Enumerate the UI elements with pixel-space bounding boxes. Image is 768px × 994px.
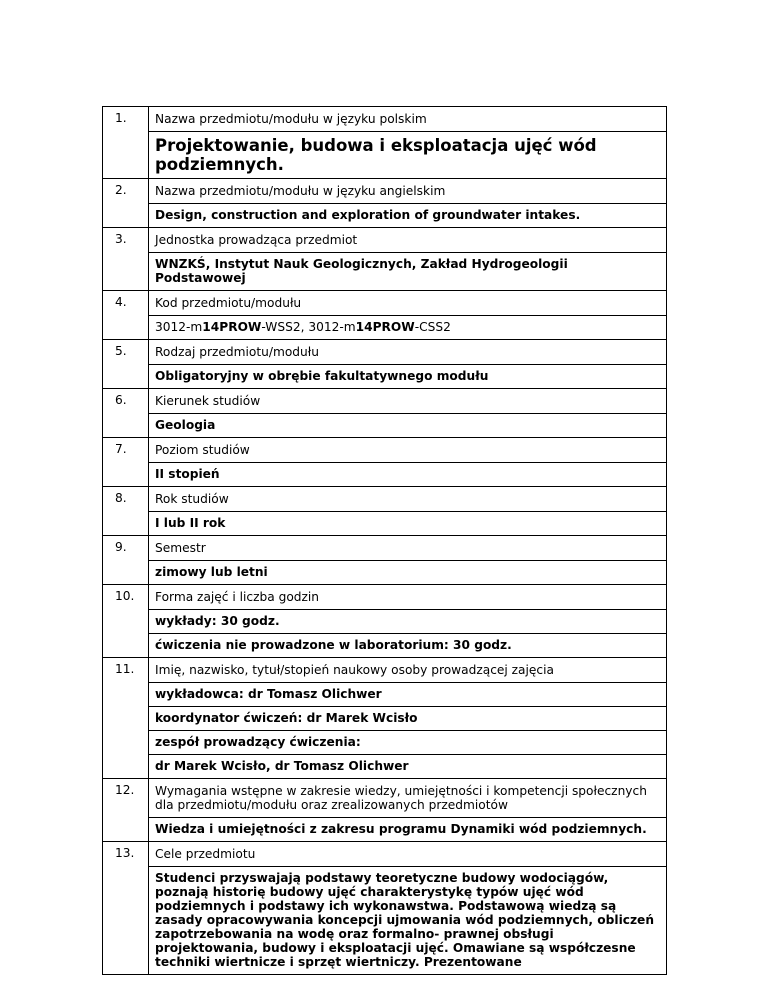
table-row <box>103 228 667 253</box>
row-label: Nazwa przedmiotu/modułu w języku polskim <box>149 107 667 132</box>
table-row <box>103 867 667 975</box>
row-label: Cele przedmiotu <box>149 842 667 867</box>
row-value: I lub II rok <box>149 512 667 536</box>
table-row <box>103 779 667 818</box>
table-row <box>103 132 667 179</box>
row-value: Wiedza i umiejętności z zakresu programu Dynamiki wód podziemnych. <box>149 818 667 842</box>
table-row <box>103 204 667 228</box>
row-value: wykładowca: dr Tomasz Olichwer <box>149 683 667 707</box>
table-row <box>103 610 667 634</box>
course-code <box>149 316 667 340</box>
code-part: -CSS2 <box>414 320 451 334</box>
code-part: 3012-m <box>155 320 203 334</box>
row-value: Obligatoryjny w obrębie fakultatywnego modułu <box>149 365 667 389</box>
row-value: wykłady: 30 godz. <box>149 610 667 634</box>
table-row <box>103 536 667 561</box>
row-number: 10. <box>103 585 149 658</box>
table-row <box>103 487 667 512</box>
table-row <box>103 107 667 132</box>
table-row <box>103 365 667 389</box>
table-row <box>103 585 667 610</box>
row-number: 13. <box>103 842 149 975</box>
table-row <box>103 291 667 316</box>
code-part: -WSS2, 3012-m <box>261 320 356 334</box>
table-row <box>103 179 667 204</box>
row-number: 1. <box>103 107 149 179</box>
table-row <box>103 389 667 414</box>
row-number: 3. <box>103 228 149 291</box>
table-row <box>103 683 667 707</box>
row-number: 12. <box>103 779 149 842</box>
row-label: Rodzaj przedmiotu/modułu <box>149 340 667 365</box>
row-label: Wymagania wstępne w zakresie wiedzy, umiejętności i kompetencji społecznych dla przedmiotu/modułu oraz zrealizowanych przedmiotów <box>149 779 667 818</box>
course-title-polish: Projektowanie, budowa i eksploatacja ujęć wód podziemnych. <box>149 132 667 179</box>
code-part-bold: 14PROW <box>202 320 262 334</box>
table-row <box>103 316 667 340</box>
row-number: 5. <box>103 340 149 389</box>
row-number: 9. <box>103 536 149 585</box>
table-row <box>103 414 667 438</box>
table-row <box>103 842 667 867</box>
row-label: Kierunek studiów <box>149 389 667 414</box>
row-value: dr Marek Wcisło, dr Tomasz Olichwer <box>149 755 667 779</box>
row-number: 2. <box>103 179 149 228</box>
row-number: 8. <box>103 487 149 536</box>
row-value: Geologia <box>149 414 667 438</box>
row-label: Rok studiów <box>149 487 667 512</box>
code-part-bold: 14PROW <box>355 320 415 334</box>
row-label: Nazwa przedmiotu/modułu w języku angielskim <box>149 179 667 204</box>
row-value: zimowy lub letni <box>149 561 667 585</box>
row-label: Imię, nazwisko, tytuł/stopień naukowy osoby prowadzącej zajęcia <box>149 658 667 683</box>
row-label: Kod przedmiotu/modułu <box>149 291 667 316</box>
table-row <box>103 340 667 365</box>
row-number: 6. <box>103 389 149 438</box>
row-number: 7. <box>103 438 149 487</box>
row-label: Poziom studiów <box>149 438 667 463</box>
table-row <box>103 755 667 779</box>
row-label: Semestr <box>149 536 667 561</box>
table-row <box>103 512 667 536</box>
course-objectives: Studenci przyswajają podstawy teoretyczne budowy wodociągów, poznają historię budowy ujęć charakterystykę typów ujęć wód podziemnych i podstawy ich wykonawstwa. Podstawową wiedzą są zasady opracowywania koncepcji ujmowania wód podziemnych, obliczeń zapotrzebowania na wodę oraz formalno- prawnej obsługi projektowania, budowy i eksploatacji ujęć. Omawiane są współczesne techniki wiertnicze i sprzęt wiertniczy. Prezentowane <box>149 867 667 975</box>
table-row <box>103 707 667 731</box>
row-value: ćwiczenia nie prowadzone w laboratorium: 30 godz. <box>149 634 667 658</box>
table-row <box>103 253 667 291</box>
row-number: 4. <box>103 291 149 340</box>
row-label: Forma zajęć i liczba godzin <box>149 585 667 610</box>
table-row <box>103 561 667 585</box>
row-number: 11. <box>103 658 149 779</box>
table-row <box>103 818 667 842</box>
table-row <box>103 438 667 463</box>
row-value: koordynator ćwiczeń: dr Marek Wcisło <box>149 707 667 731</box>
course-title-english: Design, construction and exploration of groundwater intakes. <box>149 204 667 228</box>
table-row <box>103 658 667 683</box>
table-row <box>103 634 667 658</box>
syllabus-table <box>102 106 667 975</box>
table-row <box>103 731 667 755</box>
row-value: WNZKŚ, Instytut Nauk Geologicznych, Zakład Hydrogeologii Podstawowej <box>149 253 667 291</box>
row-value: II stopień <box>149 463 667 487</box>
row-label: Jednostka prowadząca przedmiot <box>149 228 667 253</box>
table-row <box>103 463 667 487</box>
row-value: zespół prowadzący ćwiczenia: <box>149 731 667 755</box>
